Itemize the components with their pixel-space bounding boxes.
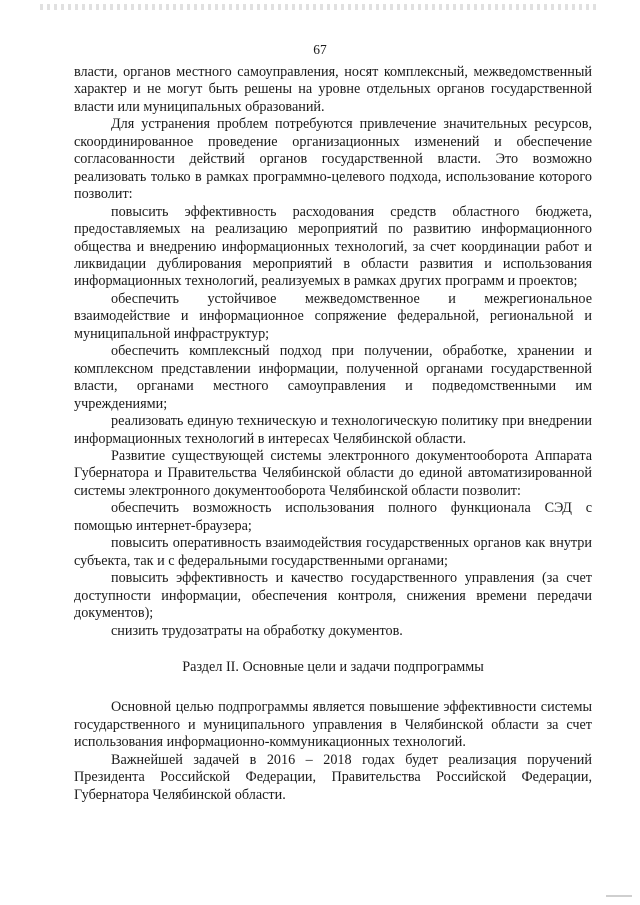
list-item-technical-policy: реализовать единую техническую и технологическую политику при внедрении информационных технологий в интересах Челябинской области. — [74, 413, 592, 447]
list-item-information-approach: обеспечить комплексный подход при получении, обработке, хранении и комплексном представлении информации, полученной органами государственной власти, органами местного самоуправления и подведомственными им учреждениями; — [74, 343, 592, 412]
paragraph-document-system: Развитие существующей системы электронного документооборота Аппарата Губернатора и Правительства Челябинской области до единой автоматизированной системы электронного документооборота Челябинской области позволит: — [74, 447, 592, 499]
list-item-budget-efficiency: повысить эффективность расходования средств областного бюджета, предоставляемых на реализацию мероприятий по развитию информационного общества и внедрению информационных технологий, за счет координации работ и ликвидации дублирования мероприятий в области развития и использования информационных технологий, реализуемых в рамках других программ и проектов; — [74, 203, 592, 290]
list-item-browser-access: обеспечить возможность использования полного функционала СЭД с помощью интернет-браузера; — [74, 500, 592, 534]
section-heading: Раздел II. Основные цели и задачи подпрограммы — [182, 658, 484, 675]
paragraph-problem-solution: Для устранения проблем потребуются привлечение значительных ресурсов, скоординированное проведение организационных изменений и обеспечение согласованности действий органов государственной власти. Это возможно реализовать только в рамках программно-целевого подхода, использование которого позволит: — [74, 116, 592, 203]
list-item-labor-costs: снизить трудозатраты на обработку документов. — [111, 622, 403, 639]
list-item-management-quality: повысить эффективность и качество государственного управления (за счет доступности информации, обеспечения контроля, снижения времени передачи документов); — [74, 570, 592, 622]
list-item-interaction-speed: повысить оперативность взаимодействия государственных органов как внутри субъекта, так и с федеральными государственными органами; — [74, 535, 592, 569]
paragraph-main-goal: Основной целью подпрограммы является повышение эффективности системы государственного и муниципального управления в Челябинской области за счет использования информационно-коммуникационных технологий. — [74, 699, 592, 751]
scan-edge-mark — [606, 895, 632, 897]
paragraph-continuation: власти, органов местного самоуправления, носят комплексный, межведомственный характер и не могут быть решены на уровне отдельных органов государственной власти или муниципальных образований. — [74, 64, 592, 115]
scan-artifact-line — [40, 4, 600, 10]
page-number: 67 — [313, 42, 327, 57]
document-body — [74, 64, 592, 804]
list-item-interaction: обеспечить устойчивое межведомственное и межрегиональное взаимодействие и информационное сопряжение федеральной, региональной и муниципальной инфраструктур; — [74, 290, 592, 342]
paragraph-main-task: Важнейшей задачей в 2016 – 2018 годах будет реализация поручений Президента Российской Федерации, Правительства Российской Федерации, Губернатора Челябинской области. — [74, 751, 592, 803]
